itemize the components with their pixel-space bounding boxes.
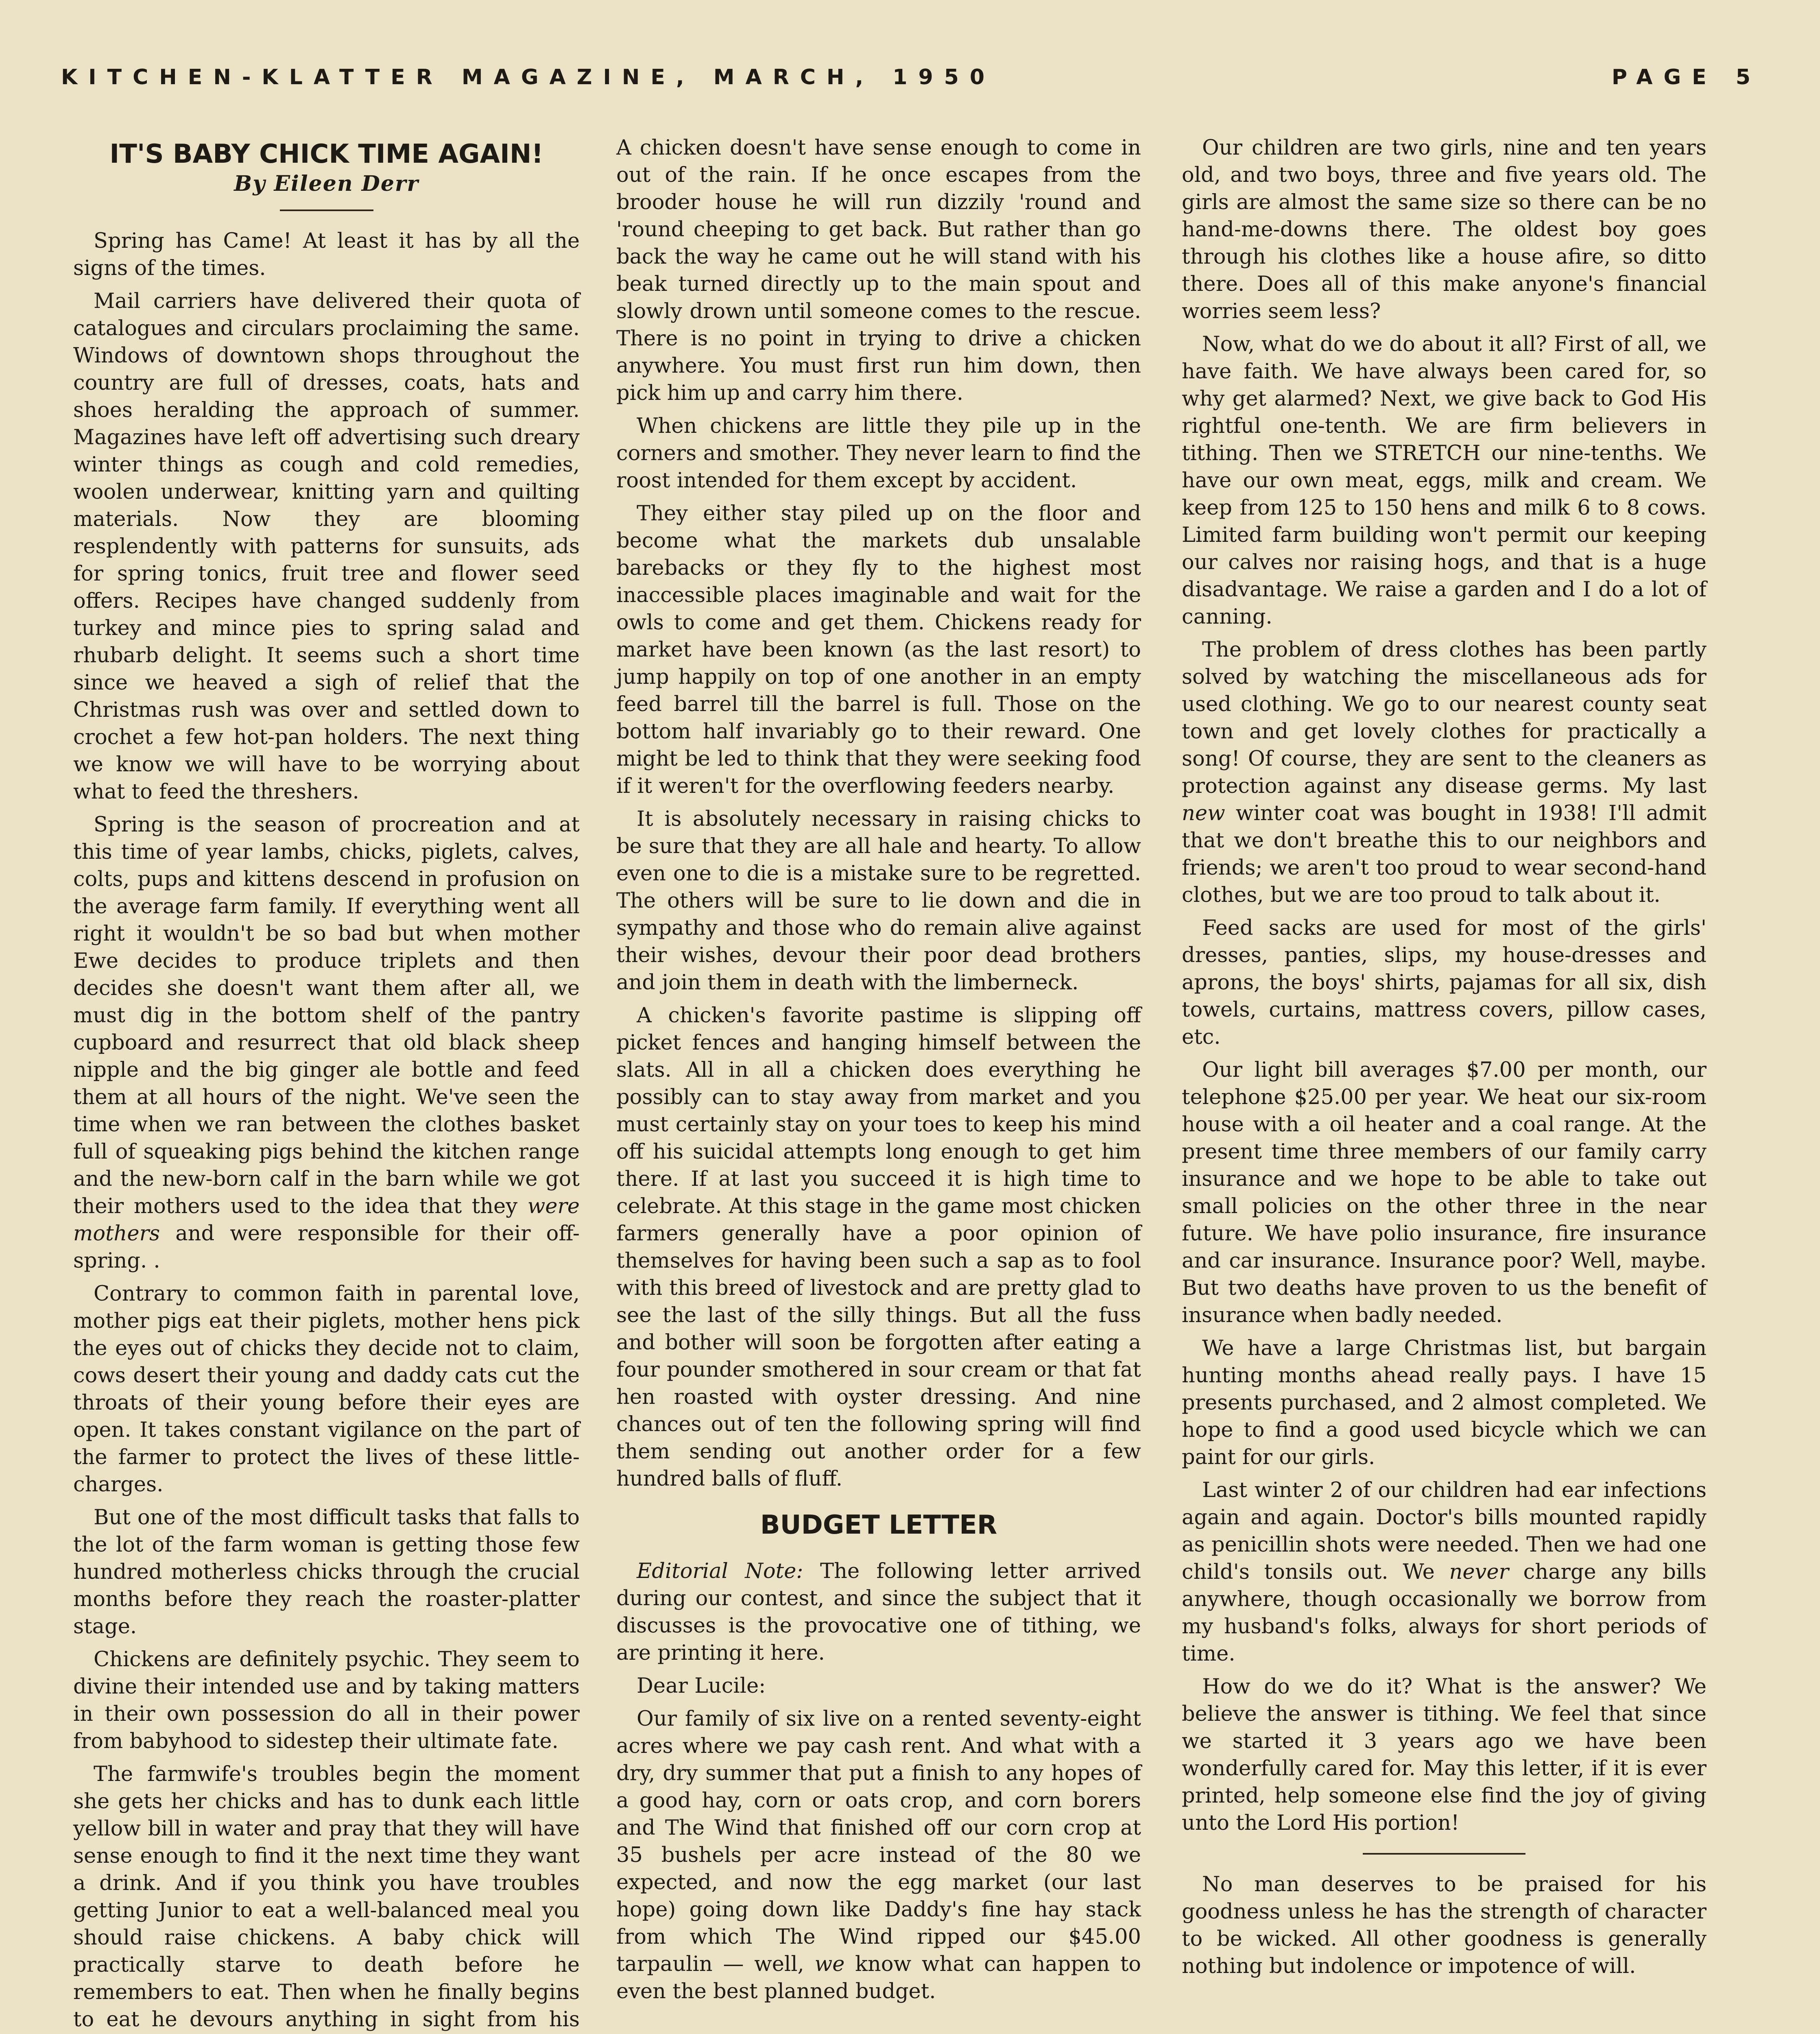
- column-3: [1182, 134, 1707, 1986]
- column-2: [616, 134, 1141, 2011]
- letter-text: Our family of six live on a rented seventy-eight acres where we pay cash rent. And what with a dry, dry summer that put a finish to any hopes of a good hay, corn or oats crop, and corn borers and The Wind that finished off our corn crop at 35 bushels per acre instead of the 80 we expected, and now the egg market (our last hope) going down like Daddy's fine hay stack from which The Wind ripped our $45.00 tarpaulin — well,: [616, 1707, 1141, 1976]
- magazine-issue-line: KITCHEN-KLATTER MAGAZINE, MARCH, 1950: [61, 65, 996, 89]
- letter-text: know what can happen to even the best planned budget.: [616, 1952, 1141, 2003]
- letter-paragraph: [1182, 636, 1707, 909]
- article-paragraph: Spring has Came! At least it has by all the signs of the times.: [73, 229, 580, 280]
- article-paragraph: [73, 811, 580, 1275]
- letter-paragraph: Our light bill averages $7.00 per month, our telephone $25.00 per year. We heat our six-room house with a oil heater and a coal range. At the present time three members of our family carry insurance and we hope to be able to take out small policies on the other three in the near future. We have polio insurance, fire insurance and car insurance. Insurance poor? Well, maybe. But two deaths have proven to us the benefit of insurance when badly needed.: [1182, 1058, 1707, 1327]
- letter-paragraph: Feed sacks are used for most of the girls' dresses, panties, slips, my house-dresses and aprons, the boys' shirts, pajamas for all six, dish towels, curtains, mattress covers, pillow cases, etc.: [1182, 916, 1707, 1049]
- emphasis-text: never: [1449, 1560, 1509, 1584]
- article-paragraph: Contrary to common faith in parental love, mother pigs eat their piglets, mother hens pick the eyes out of chicks they decide not to claim, cows desert their young and daddy cats cut the throats of their young before their eyes are open. It takes constant vigilance on the part of the farmer to protect the lives of these little-charges.: [73, 1282, 580, 1497]
- article-text: and were responsible for their off-spring. .: [73, 1222, 580, 1273]
- article-paragraph: They either stay piled up on the floor and become what the markets dub unsalable barebacks or they fly to the highest most inaccessible places imaginable and wait for the owls to come and get them. Chickens ready for market have been known (as the last resort) to jump happily on top of one another in an empty feed barrel till the barrel is full. Those on the bottom half invariably go to their reward. One might be led to think that they were seeking food if it weren't for the overflowing feeders nearby.: [616, 502, 1141, 798]
- letter-paragraph: [1182, 1477, 1707, 1667]
- letter-text: Last winter 2 of our children had ear infections again and again. Doctor's bills mounted rapidly as penicillin shots were needed. Then we had one child's tonsils out. We: [1182, 1478, 1707, 1584]
- emphasis-text: new: [1182, 801, 1225, 825]
- letter-text: The problem of dress clothes has been partly solved by watching the miscellaneous ads for used clothing. We go to our nearest county seat town and get lovely clothes for practically a song! Of course, they are sent to the cleaners as protection against any disease germs. My last: [1182, 638, 1707, 798]
- letter-text: winter coat was bought in 1938! I'll admit that we don't breathe this to our neighbors and friends; we aren't too proud to wear second-hand clothes, but we are too proud to talk about it.: [1182, 801, 1707, 907]
- editorial-text: The following letter arrived during our contest, and since the subject that it discusses is the provocative one of tithing, we are printing it here.: [616, 1559, 1141, 1665]
- filler-quote: No man deserves to be praised for his goodness unless he has the strength of character to be wicked. All other goodness is generally nothing but indolence or impotence of will.: [1182, 1873, 1707, 1978]
- letter-paragraph: [616, 1705, 1141, 2005]
- article-paragraph: A chicken's favorite pastime is slipping off picket fences and hanging himself between the slats. All in all a chicken does everything he possibly can to stay away from market and you must certainly stay on your toes to keep his mind off his suicidal attempts long enough to get him there. If at last you succeed it is high time to celebrate. At this stage in the game most chicken farmers generally have a poor opinion of themselves for having been such a sap as to fool with this breed of livestock and are pretty glad to see the last of the silly things. But all the fuss and bother will soon be forgotten after eating a four pounder smothered in sour cream or that fat hen roasted with oyster dressing. And nine chances out of ten the following spring will find them sending out another order for a few hundred balls of fluff.: [616, 1004, 1141, 1491]
- letter-paragraph: How do we do it? What is the answer? We believe the answer is tithing. We feel that since we started it 3 years ago we have been wonderfully cared for. May this letter, if it is ever printed, help someone else find the joy of giving unto the Lord His portion!: [1182, 1675, 1707, 1835]
- article-paragraph: Mail carriers have delivered their quota of catalogues and circulars proclaiming the same. Windows of downtown shops throughout the country are full of dresses, coats, hats and shoes heralding the approach of summer. Magazines have left off advertising such dreary winter things as cough and cold remedies, woolen underwear, knitting yarn and quilting materials. Now they are blooming resplendently with patterns for sunsuits, ads for spring tonics, fruit tree and flower seed offers. Recipes have changed suddenly from turkey and mince pies to spring salad and rhubarb delight. It seems such a short time since we heaved a sigh of relief that the Christmas rush was over and settled down to crochet a few hot-pan holders. The next thing we know we will have to be worrying about what to feed the threshers.: [73, 289, 580, 804]
- article-title: IT'S BABY CHICK TIME AGAIN!: [109, 139, 543, 169]
- divider: [280, 210, 373, 211]
- letter-paragraph: Now, what do we do about it all? First of all, we have faith. We have always been cared for, so why get alarmed? Next, we give back to God His rightful one-tenth. We are firm believers in tithing. Then we STRETCH our nine-tenths. We have our own meat, eggs, milk and cream. We keep from 125 to 150 hens and milk 6 to 8 cows. Limited farm building won't permit our keeping our calves nor raising hogs, and that is a huge disadvantage. We raise a garden and I do a lot of canning.: [1182, 332, 1707, 629]
- article-paragraph: But one of the most difficult tasks that falls to the lot of the farm woman is getting those few hundred motherless chicks through the crucial months before they reach the roaster-platter stage.: [73, 1506, 580, 1639]
- letter-paragraph: Our children are two girls, nine and ten years old, and two boys, three and five years old. The girls are almost the same size so there can be no hand-me-downs there. The oldest boy goes through his clothes like a house afire, so ditto there. Does all of this make anyone's financial worries seem less?: [1182, 136, 1707, 323]
- divider: [1363, 1853, 1525, 1855]
- section-title: BUDGET LETTER: [760, 1510, 997, 1540]
- editorial-label: Editorial Note:: [637, 1559, 803, 1583]
- article-text: Spring is the season of procreation and at this time of year lambs, chicks, piglets, calves, colts, pups and kittens descend in profusion on the average farm family. If everything went all right it wouldn't be so bad but when mother Ewe decides to produce triplets and then decides she doesn't want them after all, we must dig in the bottom shelf of the pantry cupboard and resurrect that old black sheep nipple and the big ginger ale bottle and feed them at all hours of the night. We've seen the time when we ran between the clothes basket full of squeaking pigs behind the kitchen range and the new-born calf in the barn while we got their mothers used to the idea that they: [73, 813, 580, 1218]
- page-number: PAGE 5: [1611, 65, 1761, 89]
- salutation: Dear Lucile:: [637, 1674, 766, 1698]
- article-paragraph: It is absolutely necessary in raising chicks to be sure that they are all hale and hearty. To allow even one to die is a mistake sure to be regretted. The others will be sure to lie down and die in sympathy and those who do remain alive against their wishes, devour their poor dead brothers and join them in death with the limberneck.: [616, 807, 1141, 995]
- editorial-note: [616, 1558, 1141, 1667]
- article-paragraph: Chickens are definitely psychic. They seem to divine their intended use and by taking matters in their own possession do all in their power from babyhood to sidestep their ultimate fate.: [73, 1648, 580, 1753]
- column-1: [73, 134, 580, 2034]
- emphasis-text: were mothers: [73, 1194, 580, 1246]
- letter-paragraph: We have a large Christmas list, but bargain hunting months ahead really pays. I have 15 presents purchased, and 2 almost completed. We hope to find a good used bicycle which we can paint for our girls.: [1182, 1336, 1707, 1469]
- emphasis-text: we: [814, 1952, 845, 1976]
- article-paragraph: When chickens are little they pile up in the corners and smother. They never learn to find the roost intended for them except by accident.: [616, 414, 1141, 493]
- letter-text: charge any bills anywhere, though occasionally we borrow from my husband's folks, always for short periods of time.: [1182, 1560, 1707, 1666]
- article-paragraph: A chicken doesn't have sense enough to come in out of the rain. If he once escapes from the brooder house he will run dizzily 'round and 'round cheeping to get back. But rather than go back the way he came out he will stand with his beak turned directly up to the main spout and slowly drown until someone comes to the rescue. There is no point in trying to drive a chicken anywhere. You must first run him down, then pick him up and carry him there.: [616, 136, 1141, 405]
- article-paragraph: The farmwife's troubles begin the moment she gets her chicks and has to dunk each little yellow bill in water and pray that they will have sense enough to find it the next time they want a drink. And if you think you have troubles getting Junior to eat a well-balanced meal you should raise chickens. A baby chick will practically starve to death before he remembers to eat. Then when he finally begins to eat he devours anything in sight from his: [73, 1762, 580, 2032]
- article-byline: By Eileen Derr: [234, 171, 419, 196]
